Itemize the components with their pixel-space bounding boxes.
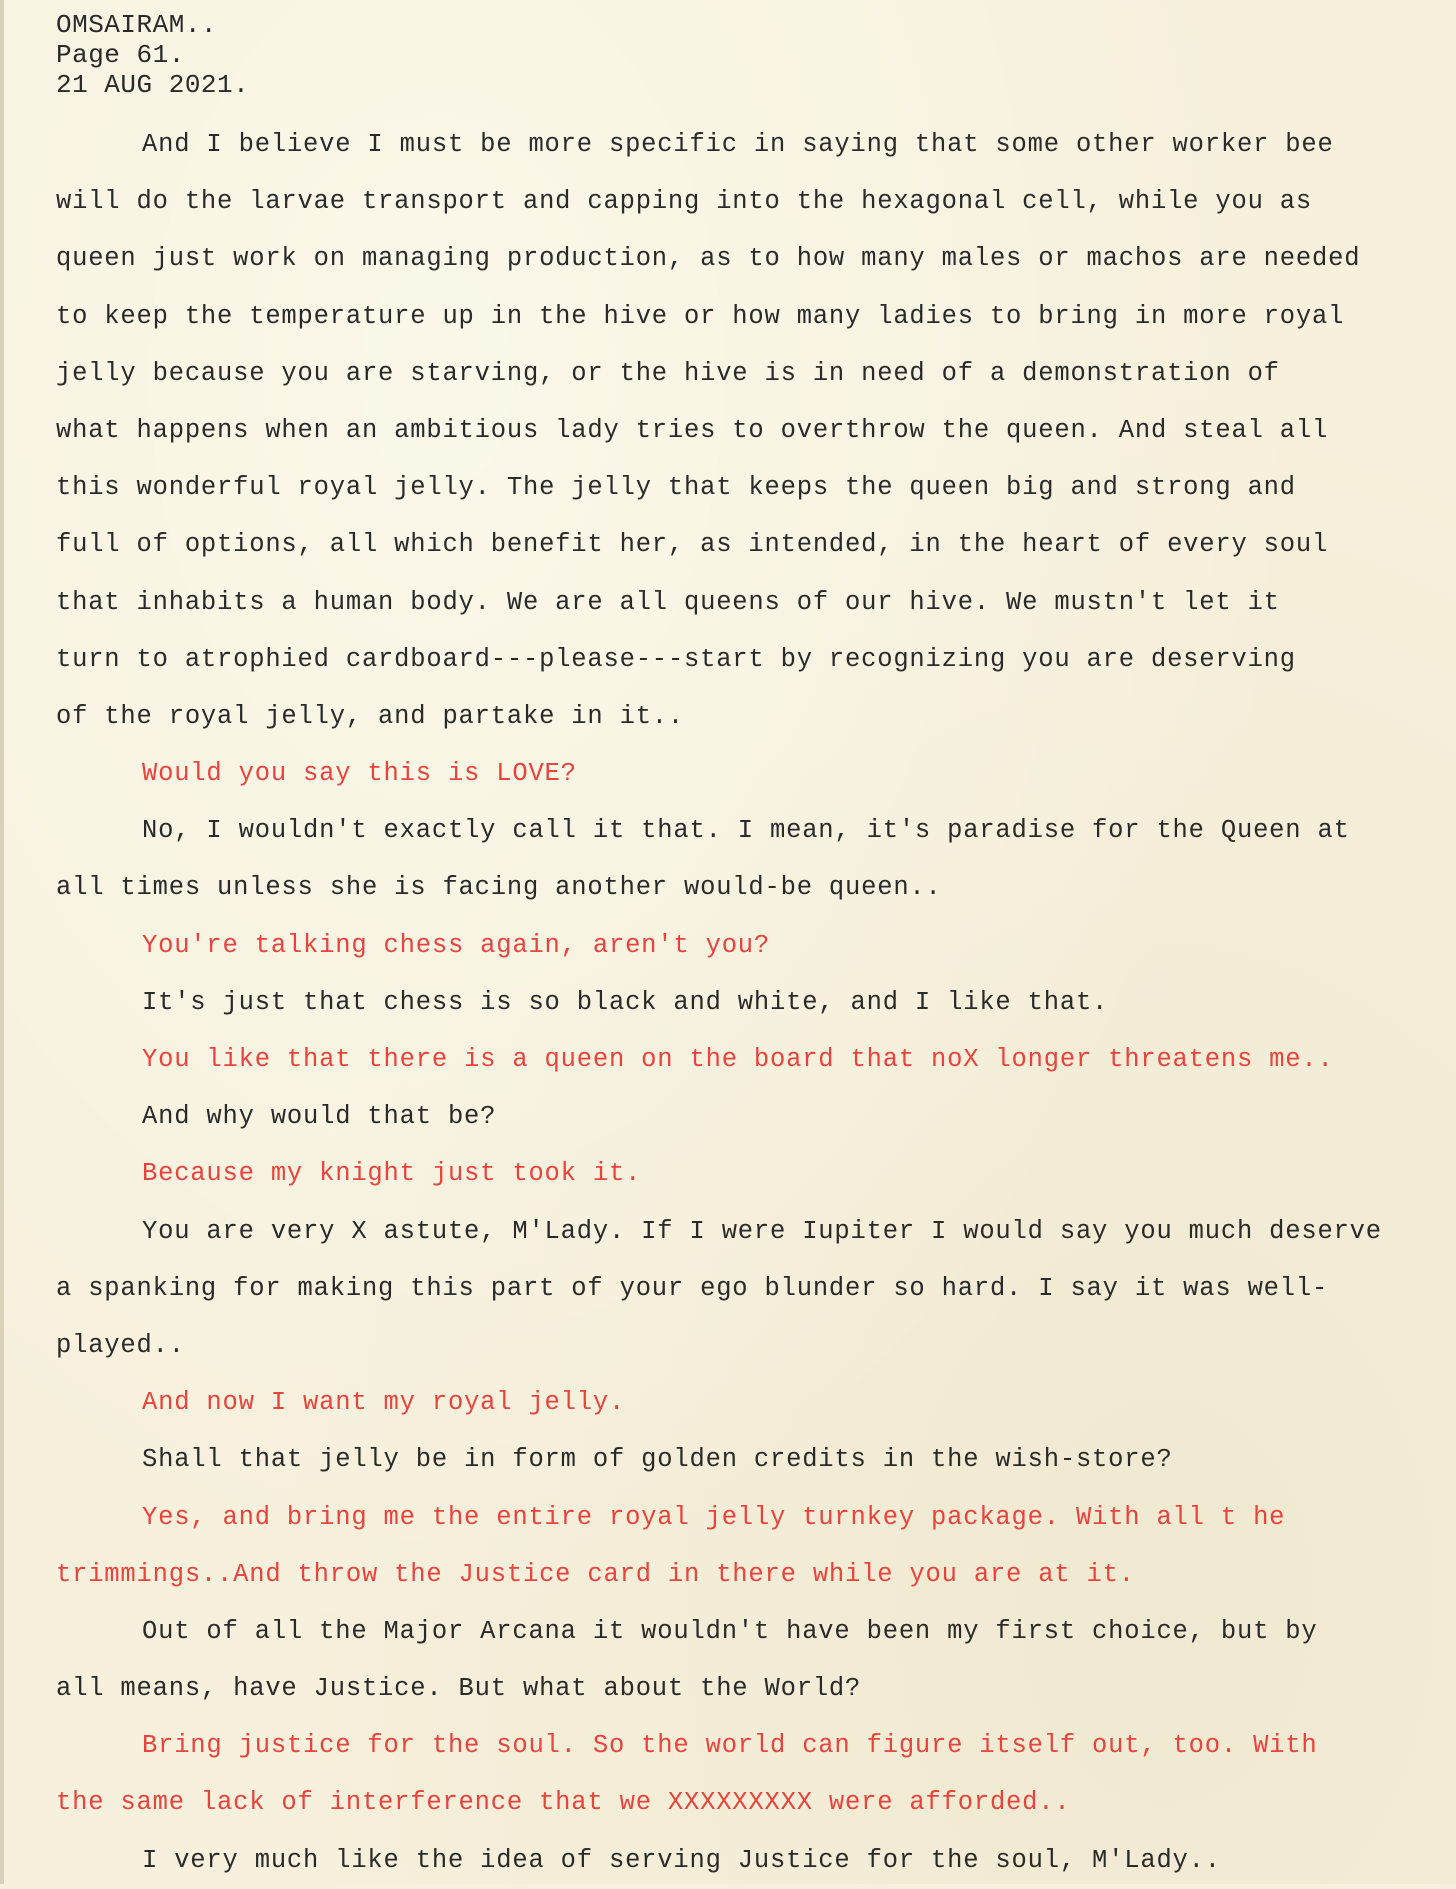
- text-line: Out of all the Major Arcana it wouldn't have been my first choice, but by: [142, 1616, 1318, 1646]
- text-line: And I believe I must be more specific in saying that some other worker bee: [142, 130, 1334, 159]
- text-line: Yes, and bring me the entire royal jelly turnkey package. With all t he: [142, 1502, 1286, 1532]
- text-line: queen just work on managing production, as to how many males or machos are needed: [56, 244, 1361, 274]
- page-header: [56, 10, 249, 100]
- text-line: Bring justice for the soul. So the world can figure itself out, too. With: [142, 1731, 1318, 1761]
- text-line: of the royal jelly, and partake in it..: [56, 701, 684, 731]
- text-line: all means, have Justice. But what about the World?: [56, 1674, 862, 1704]
- text-line: Would you say this is LOVE?: [142, 759, 577, 789]
- text-line: the same lack of interference that we XXXXXXXXX were afforded..: [56, 1788, 1071, 1818]
- text-line: And now I want my royal jelly.: [142, 1388, 626, 1418]
- header-date: 21 AUG 2021.: [56, 70, 250, 100]
- text-line: full of options, all which benefit her, as intended, in the heart of every soul: [56, 530, 1329, 560]
- text-line: this wonderful royal jelly. The jelly that keeps the queen big and strong and: [56, 473, 1296, 503]
- text-line: No, I wouldn't exactly call it that. I mean, it's paradise for the Queen at: [142, 816, 1350, 846]
- header-page-number: Page 61.: [56, 40, 185, 70]
- text-line: And why would that be?: [142, 1102, 497, 1132]
- text-line: will do the larvae transport and capping into the hexagonal cell, while you as: [56, 187, 1312, 217]
- text-line: You are very X astute, M'Lady. If I were Iupiter I would say you much deserve: [142, 1216, 1382, 1246]
- text-line: jelly because you are starving, or the hive is in need of a demonstration of: [56, 358, 1280, 388]
- text-line: that inhabits a human body. We are all queens of our hive. We mustn't let it: [56, 587, 1280, 617]
- page-edge: [0, 0, 4, 1884]
- text-line: trimmings..And throw the Justice card in there while you are at it.: [56, 1559, 1135, 1589]
- text-line: all times unless she is facing another would-be queen..: [56, 873, 942, 903]
- text-line: I very much like the idea of serving Justice for the soul, M'Lady..: [142, 1845, 1221, 1875]
- text-line: Because my knight just took it.: [142, 1159, 642, 1189]
- text-line: to keep the temperature up in the hive or how many ladies to bring in more royal: [56, 301, 1345, 331]
- text-line: a spanking for making this part of your ego blunder so hard. I say it was well-: [56, 1273, 1329, 1303]
- text-line: played..: [56, 1330, 185, 1360]
- text-line: You like that there is a queen on the board that noX longer threatens me..: [142, 1045, 1334, 1074]
- text-line: It's just that chess is so black and white, and I like that.: [142, 987, 1109, 1017]
- text-line: You're talking chess again, aren't you?: [142, 930, 770, 960]
- text-line: turn to atrophied cardboard---please---start by recognizing you are deserving: [56, 644, 1296, 674]
- text-line: Shall that jelly be in form of golden credits in the wish-store?: [142, 1445, 1173, 1475]
- header-title: OMSAIRAM..: [56, 10, 218, 40]
- text-line: what happens when an ambitious lady tries to overthrow the queen. And steal all: [56, 415, 1329, 445]
- document-body: [56, 116, 1446, 1889]
